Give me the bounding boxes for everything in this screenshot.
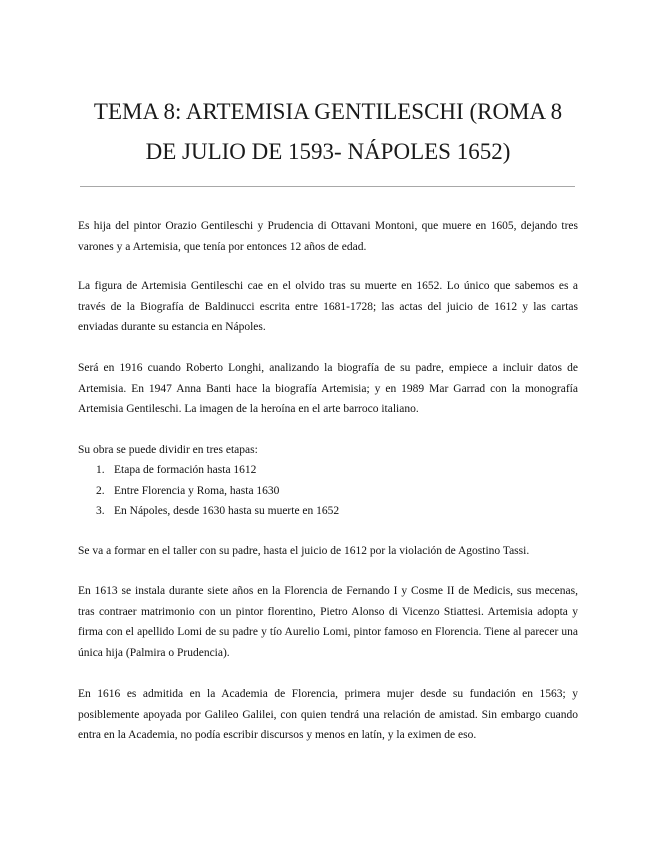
paragraph-family: Es hija del pintor Orazio Gentileschi y Prudencia di Ottavani Montoni, que muere en 1605, dejando tres varones y a Artemisia, que tenía por entonces 12 años de edad. bbox=[78, 220, 578, 253]
paragraph-training: Se va a formar en el taller con su padre, hasta el juicio de 1612 por la violación de Agostino Tassi. bbox=[78, 545, 530, 557]
paragraph-stages-intro: Su obra se puede dividir en tres etapas: bbox=[78, 444, 258, 456]
list-item-text: Entre Florencia y Roma, hasta 1630 bbox=[114, 484, 280, 497]
list-item bbox=[78, 481, 578, 502]
list-item-number: 2. bbox=[96, 484, 105, 497]
list-item-text: Etapa de formación hasta 1612 bbox=[114, 464, 257, 476]
list-item-number: 3. bbox=[96, 505, 105, 517]
list-item-number: 1. bbox=[96, 464, 105, 476]
list-item bbox=[78, 501, 578, 522]
list-item-text: En Nápoles, desde 1630 hasta su muerte en 1652 bbox=[114, 505, 340, 517]
paragraph-rediscovery: Será en 1916 cuando Roberto Longhi, analizando la biografía de su padre, empiece a incluir datos de Artemisia. En 1947 Anna Banti hace la biografía Artemisia; y en 1989 Mar Garrad con la monografía Artemisia Gentileschi. La imagen de la heroína en el arte barroco italiano. bbox=[78, 362, 578, 415]
paragraph-oblivion: La figura de Artemisia Gentileschi cae en el olvido tras su muerte en 1652. Lo único que sabemos es a través de la Biografía de Baldinucci escrita entre 1681-1728; las actas del juicio de 1612 y las cartas enviadas durante su estancia en Nápoles. bbox=[78, 280, 578, 333]
paragraph-florence: En 1613 se instala durante siete años en la Florencia de Fernando I y Cosme II de Medicis, sus mecenas, tras contraer matrimonio con un pintor florentino, Pietro Alonso di Vicenzo Stiattesi. Artemisia adopta y firma con el apellido Lomi de su padre y tío Aurelio Lomi, pintor famoso en Florencia. Tiene al parecer una única hija (Palmira o Prudencia). bbox=[78, 585, 578, 659]
title-divider bbox=[80, 186, 575, 187]
list-item bbox=[78, 460, 578, 481]
stages-list bbox=[78, 460, 578, 522]
paragraph-academy: En 1616 es admitida en la Academia de Florencia, primera mujer desde su fundación en 1563; y posiblemente apoyada por Galileo Galilei, con quien tendrá una relación de amistad. Sin embargo cuando entra en la Academia, no podía escribir discursos y menos en latín, y la eximen de eso. bbox=[78, 688, 578, 741]
document-title: TEMA 8: ARTEMISIA GENTILESCHI (ROMA 8 DE JULIO DE 1593- NÁPOLES 1652) bbox=[93, 99, 563, 164]
